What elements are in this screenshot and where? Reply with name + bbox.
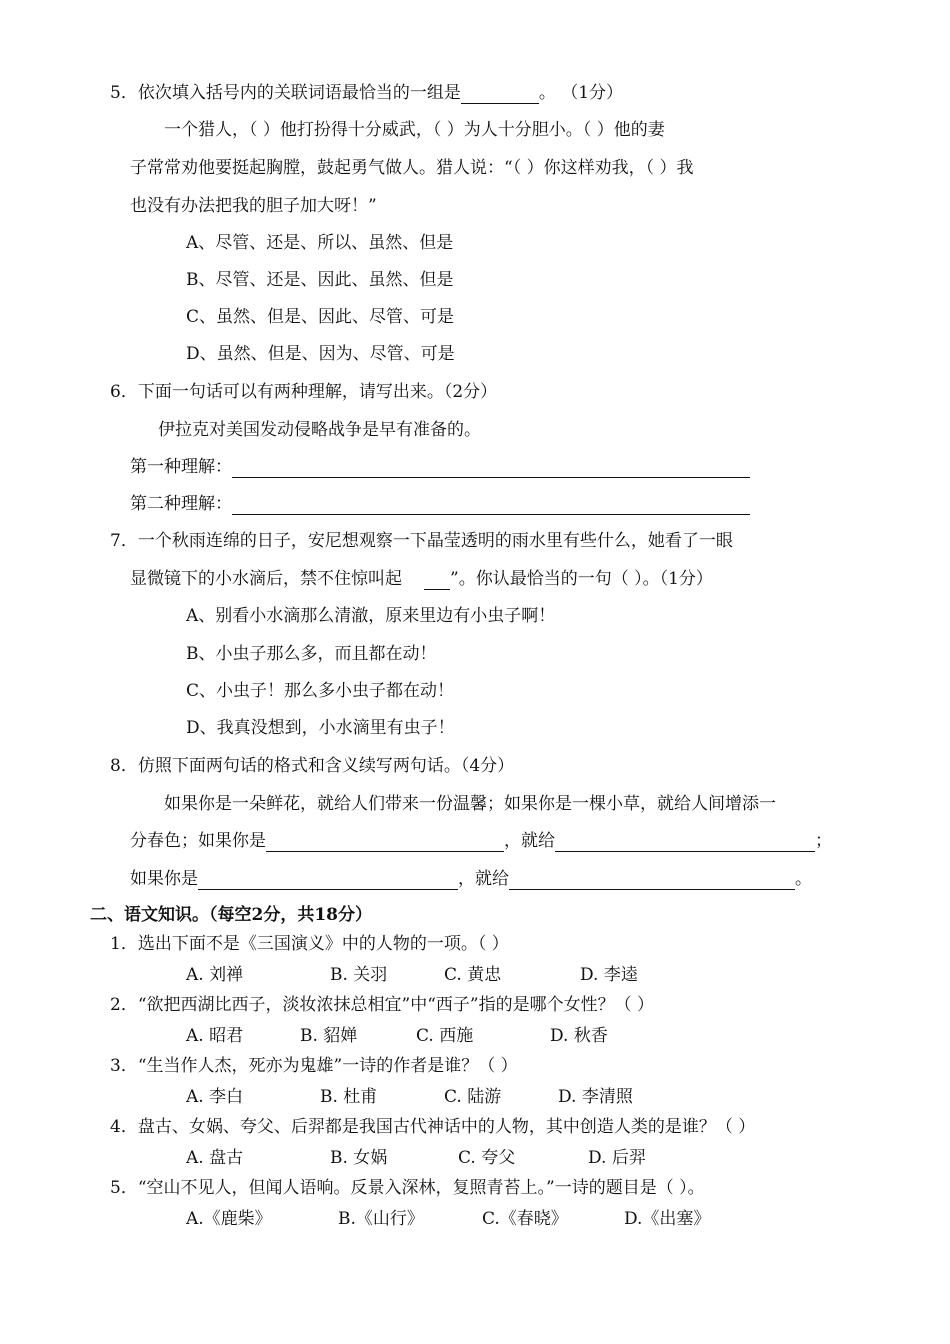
s2-q3-option-b[interactable]: B. 杜甫 — [320, 1087, 378, 1107]
q8-stem: 8．仿照下面两句话的格式和含义续写两句话。（4分） — [110, 756, 515, 776]
q5-passage-line-1: 一个猎人，（ ）他打扮得十分威武，（ ）为人十分胆小。（ ）他的妻 — [164, 120, 665, 140]
s2-q1-option-a[interactable]: A. 刘禅 — [186, 965, 244, 985]
s2-q2-option-a[interactable]: A. 昭君 — [186, 1026, 244, 1046]
q7-stem-line-1: 7．一个秋雨连绵的日子，安尼想观察一下晶莹透明的雨水里有些什么，她看了一眼 — [110, 531, 733, 551]
q8-text-d: 如果你是 — [130, 869, 198, 889]
q6-answer-blank-1[interactable] — [232, 459, 750, 478]
q7-stem-line-2 — [130, 568, 713, 590]
s2-q2-option-c[interactable]: C. 西施 — [416, 1026, 474, 1046]
q5-passage-line-3: 也没有办法把我的胆子加大呀！” — [130, 196, 377, 216]
s2-q2-option-b[interactable]: B. 貂婵 — [300, 1026, 358, 1046]
q8-blank-1[interactable] — [266, 833, 504, 852]
q6-label-1: 第一种理解： — [130, 457, 232, 477]
q7-option-a[interactable]: A、别看小水滴那么清澈，原来里边有小虫子啊！ — [186, 606, 556, 626]
s2-q4-stem: 4．盘古、女娲、夸父、后羿都是我国古代神话中的人物，其中创造人类的是谁？（ ） — [110, 1117, 756, 1137]
q8-text-f: 。 — [795, 869, 812, 889]
q5-stem-text: 5．依次填入括号内的关联词语最恰当的一组是 — [110, 83, 461, 103]
q7-option-b[interactable]: B、小虫子那么多，而且都在动！ — [186, 644, 437, 664]
q5-stem-score: 。 （1分） — [538, 83, 624, 103]
q5-passage-line-2: 子常常劝他要挺起胸膛，鼓起勇气做人。猎人说：“（ ）你这样劝我，（ ）我 — [130, 158, 694, 178]
s2-q3-stem: 3．“生当作人杰，死亦为鬼雄”一诗的作者是谁？（ ） — [110, 1056, 518, 1076]
s2-q5-option-a[interactable]: A.《鹿柴》 — [186, 1209, 272, 1229]
q6-answer-line-2 — [130, 493, 750, 515]
s2-q3-option-c[interactable]: C. 陆游 — [444, 1087, 502, 1107]
s2-q2-option-d[interactable]: D. 秋香 — [550, 1026, 608, 1046]
q8-blank-2[interactable] — [555, 833, 815, 852]
q7-answer-blank[interactable] — [424, 571, 450, 590]
s2-q5-option-c[interactable]: C.《春晓》 — [482, 1209, 568, 1229]
s2-q4-option-a[interactable]: A. 盘古 — [186, 1148, 244, 1168]
s2-q1-option-c[interactable]: C. 黄忠 — [444, 965, 502, 985]
s2-q1-option-d[interactable]: D. 李逵 — [580, 965, 638, 985]
s2-q3-option-d[interactable]: D. 李清照 — [558, 1087, 633, 1107]
q6-label-2: 第二种理解： — [130, 494, 232, 514]
s2-q4-option-c[interactable]: C. 夸父 — [458, 1148, 516, 1168]
q5-answer-blank[interactable] — [461, 85, 539, 104]
s2-q5-option-b[interactable]: B.《山行》 — [338, 1209, 424, 1229]
q7-option-d[interactable]: D、我真没想到，小水滴里有虫子！ — [186, 718, 455, 738]
q7-option-c[interactable]: C、小虫子！那么多小虫子都在动！ — [186, 681, 455, 701]
q5-option-d[interactable]: D、虽然、但是、因为、尽管、可是 — [186, 344, 455, 364]
q7-stem-text: 显微镜下的小水滴后，禁不住惊叫起 — [130, 569, 402, 589]
s2-q4-option-d[interactable]: D. 后羿 — [588, 1148, 646, 1168]
s2-q5-stem: 5．“空山不见人，但闻人语响。反景入深林，复照青苔上。”一诗的题目是（ ）。 — [110, 1178, 705, 1198]
q5-option-a[interactable]: A、尽管、还是、所以、虽然、但是 — [186, 233, 454, 253]
q6-answer-line-1 — [130, 456, 750, 478]
s2-q1-stem: 1．选出下面不是《三国演义》中的人物的一项。（ ） — [110, 934, 509, 954]
s2-q4-option-b[interactable]: B. 女娲 — [330, 1148, 388, 1168]
q8-example-line-1: 如果你是一朵鲜花，就给人们带来一份温馨；如果你是一棵小草，就给人间增添一 — [164, 794, 776, 814]
section-2-heading: 二、语文知识。（每空2分，共18分） — [90, 905, 372, 925]
q5-stem — [110, 82, 623, 104]
s2-q3-option-a[interactable]: A. 李白 — [186, 1087, 244, 1107]
q6-stem: 6．下面一句话可以有两种理解，请写出来。（2分） — [110, 382, 498, 402]
q7-stem-tail: ”。你认最恰当的一句（ ）。（1分） — [450, 569, 713, 589]
q8-blank-3[interactable] — [198, 871, 458, 890]
q6-answer-blank-2[interactable] — [232, 496, 750, 515]
q8-answer-line-3 — [130, 868, 812, 890]
q8-example-line-2 — [130, 830, 832, 852]
s2-q5-option-d[interactable]: D.《出塞》 — [624, 1209, 711, 1229]
q8-blank-4[interactable] — [509, 871, 795, 890]
q8-text-b: ，就给 — [504, 831, 555, 851]
q8-text-e: ，就给 — [458, 869, 509, 889]
s2-q2-stem: 2．“欲把西湖比西子，淡妆浓抹总相宜”中“西子”指的是哪个女性？（ ） — [110, 995, 654, 1015]
q6-sentence: 伊拉克对美国发动侵略战争是早有准备的。 — [158, 420, 481, 440]
q5-option-c[interactable]: C、虽然、但是、因此、尽管、可是 — [186, 307, 455, 327]
q5-option-b[interactable]: B、尽管、还是、因此、虽然、但是 — [186, 270, 454, 290]
q8-text-a: 分春色；如果你是 — [130, 831, 266, 851]
q8-text-c: ； — [815, 831, 832, 851]
s2-q1-option-b[interactable]: B. 关羽 — [330, 965, 388, 985]
